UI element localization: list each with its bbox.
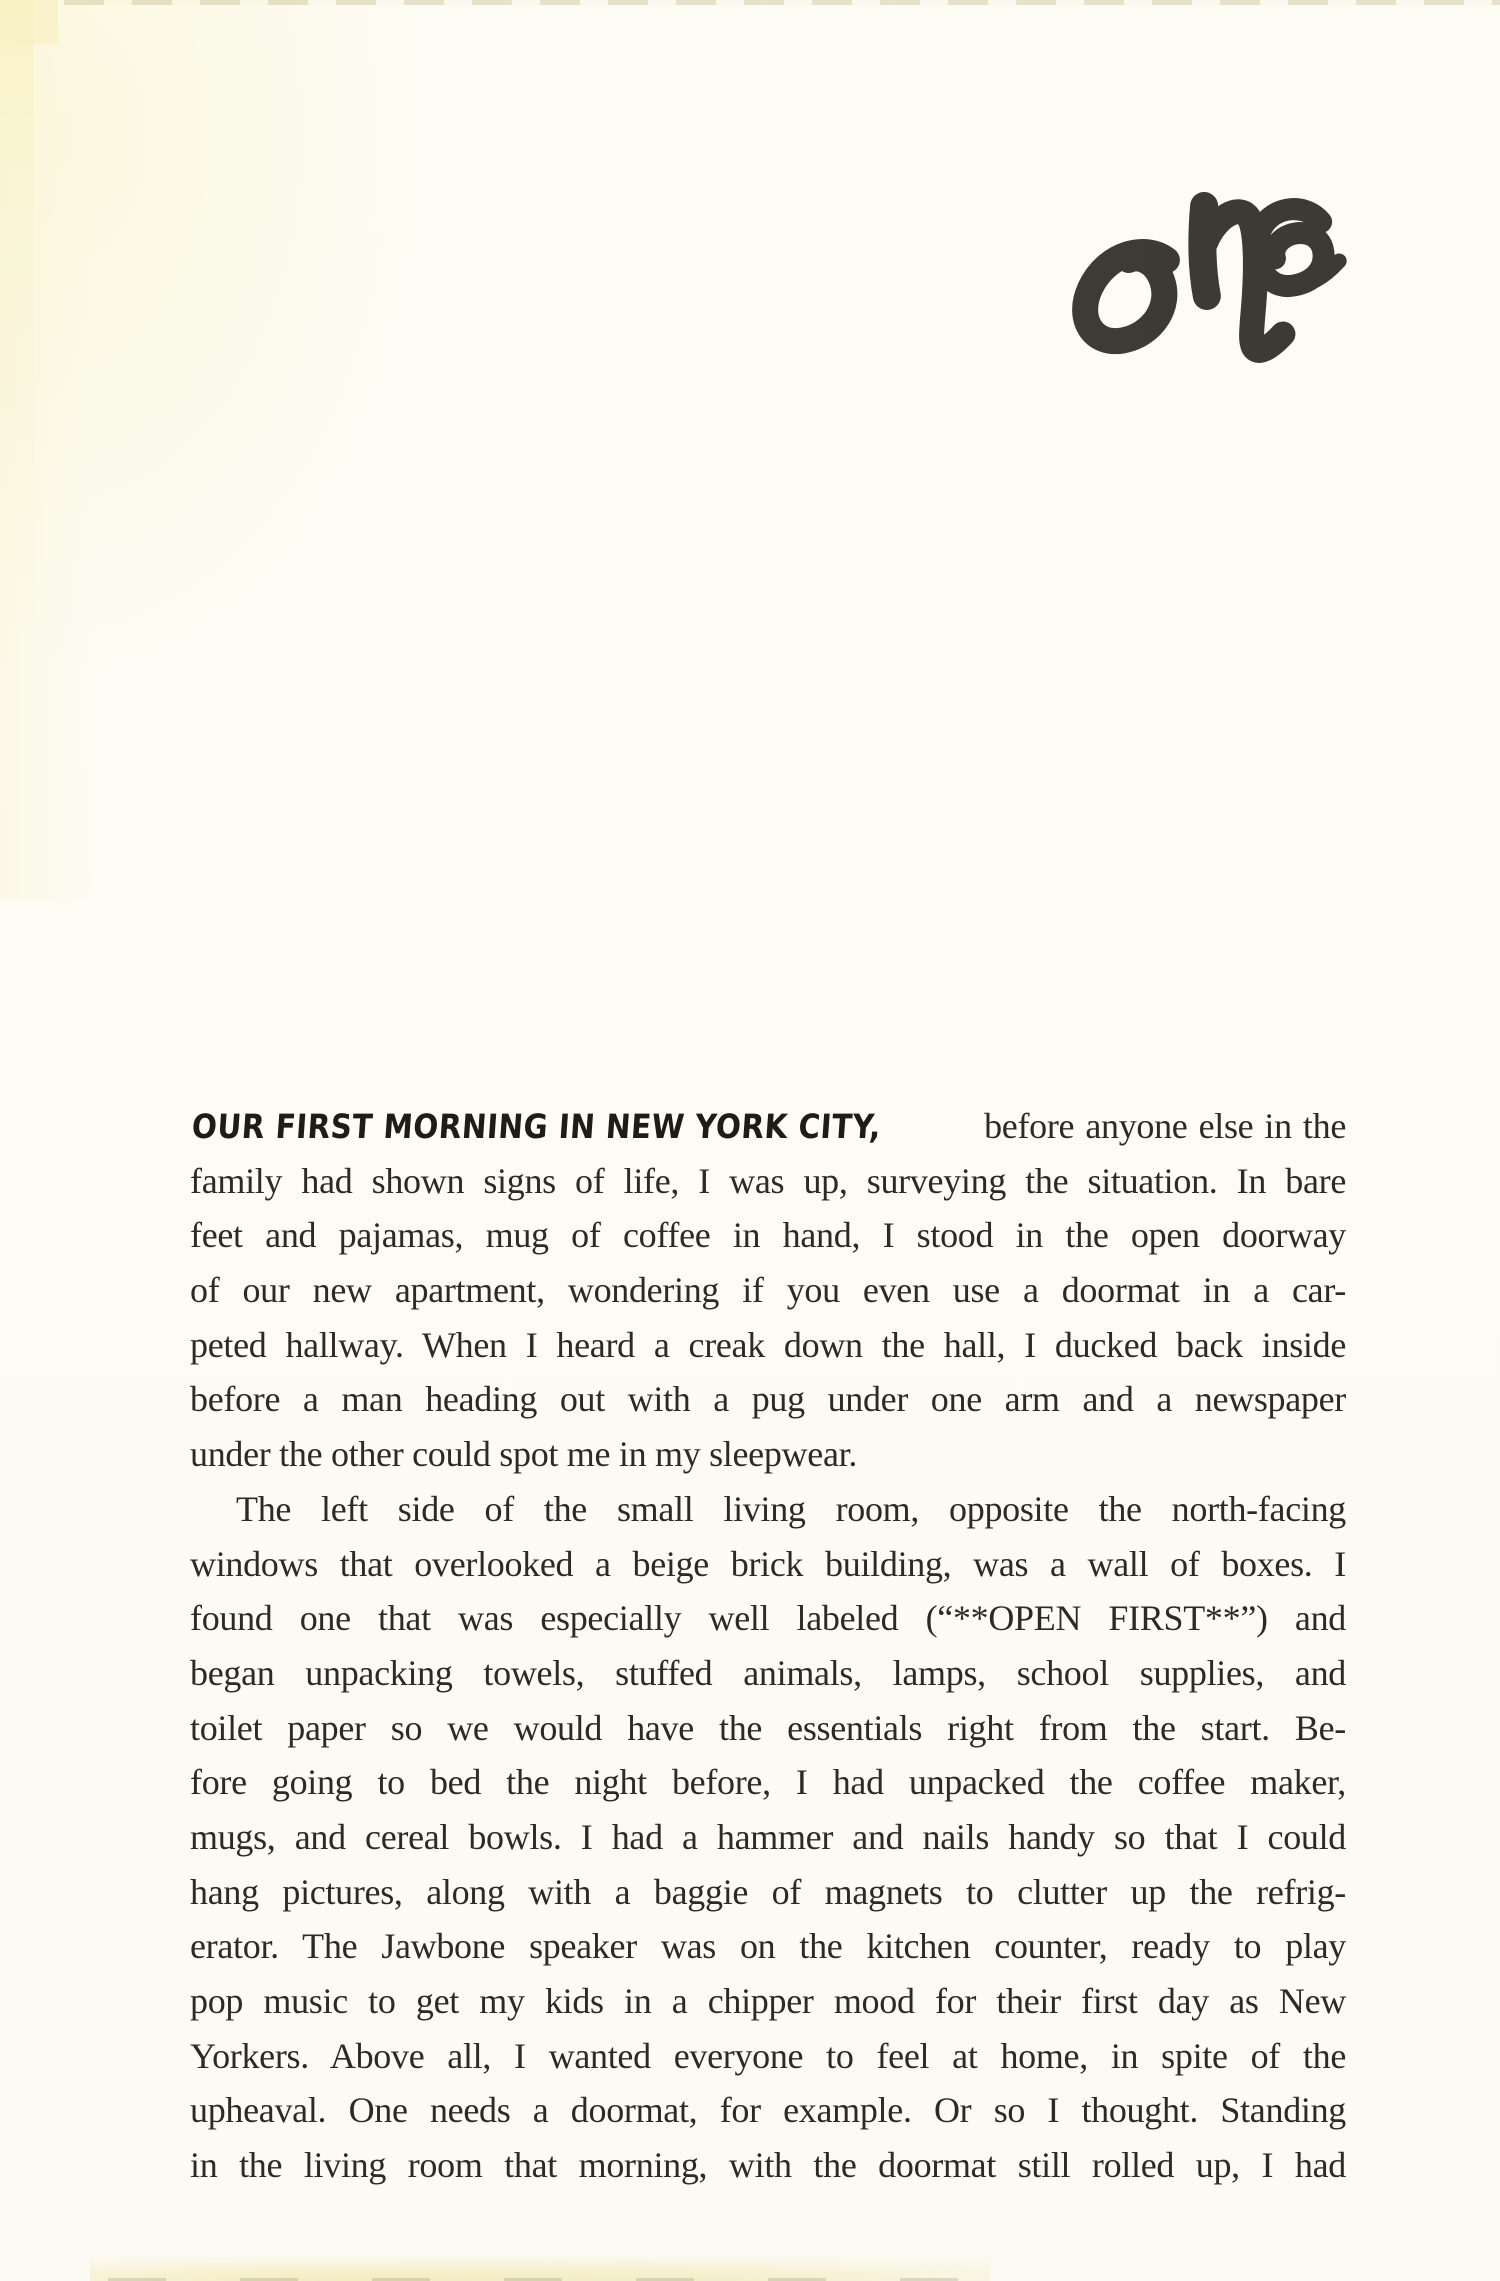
text-line: mugs, and cereal bowls. I had a hammer and nails handy so that I could [190,1816,1346,1857]
text-line: found one that was especially well labeled (“**OPEN FIRST**”) and [190,1598,1346,1639]
text-line: pop music to get my kids in a chipper mood for their first day as New [190,1981,1346,2021]
text-line: of our new apartment, wondering if you even use a doormat in a car- [190,1270,1346,1311]
text-line: The left side of the small living room, opposite the north-facing [236,1488,1346,1529]
text-line: began unpacking towels, stuffed animals, lamps, school supplies, and [190,1652,1346,1693]
scan-edge-top [64,0,1500,5]
body-text [190,1099,1346,2193]
text-line: feet and pajamas, mug of coffee in hand, I stood in the open doorway [190,1215,1346,1256]
text-line: family had shown signs of life, I was up, surveying the situation. In bare [190,1160,1346,1201]
chapter-number-heading [1051,182,1360,377]
text-line [190,1099,1346,1154]
text-line: Yorkers. Above all, I wanted everyone to feel at home, in spite of the [190,2035,1346,2076]
scan-smudge-bottom [90,2253,990,2281]
text-line: windows that overlooked a beige brick building, was a wall of boxes. I [190,1543,1346,1584]
text-line: hang pictures, along with a baggie of magnets to clutter up the refrig- [190,1871,1346,1912]
text-line-rest: before anyone else in the [973,1106,1346,1146]
text-line: toilet paper so we would have the essentials right from the start. Be- [190,1707,1346,1748]
brush-lettering-one-drawing [1051,182,1360,377]
lead-in-caps: OUR FIRST MORNING IN NEW YORK CITY, [190,1107,883,1146]
scan-edge-left-soft [0,0,110,900]
text-line: peted hallway. When I heard a creak down the hall, I ducked back inside [190,1324,1346,1365]
text-line: fore going to bed the night before, I had unpacked the coffee maker, [190,1762,1346,1803]
text-line: erator. The Jawbone speaker was on the kitchen counter, ready to play [190,1926,1346,1967]
text-line: before a man heading out with a pug under one arm and a newspaper [190,1379,1346,1420]
text-line: in the living room that morning, with the doormat still rolled up, I had [190,2145,1346,2186]
text-line: under the other could spot me in my sleepwear. [190,1434,858,1475]
text-line: upheaval. One needs a doormat, for example. Or so I thought. Standing [190,2090,1346,2131]
